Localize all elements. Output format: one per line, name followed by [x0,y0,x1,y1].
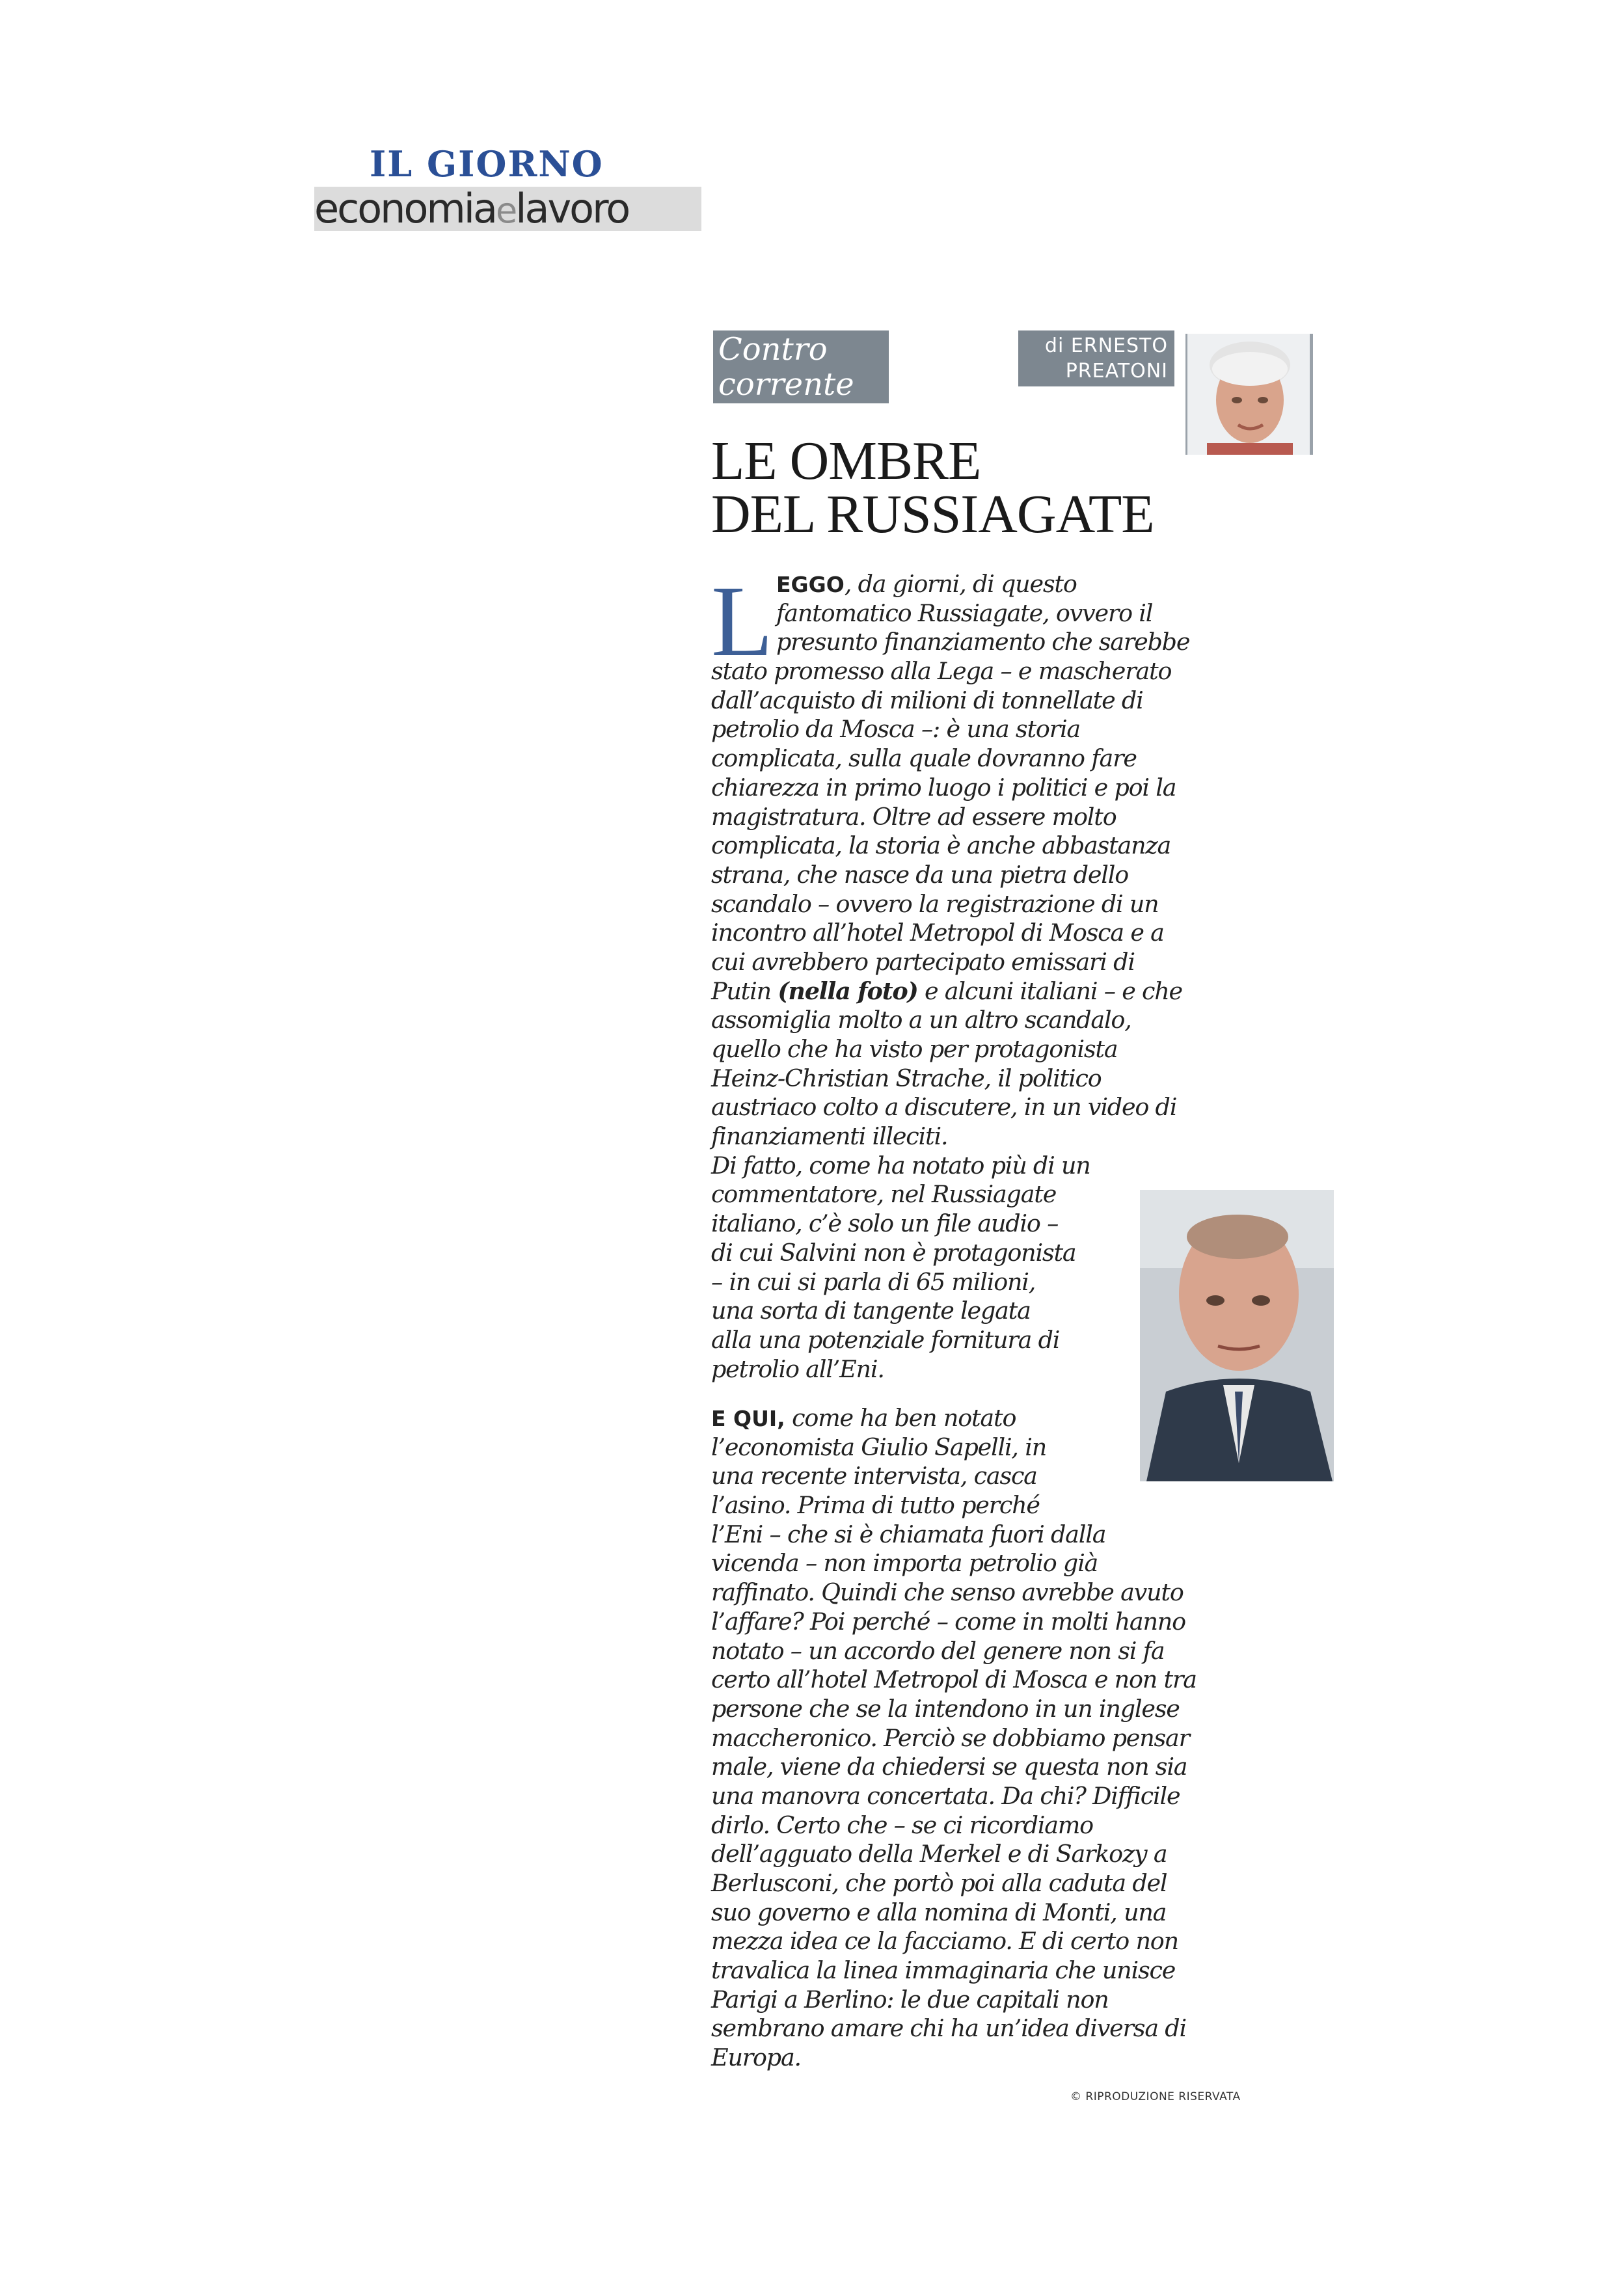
article-line [711,1006,1232,1035]
article-line [711,1064,1232,1094]
line-text: dall’acquisto di milioni di tonnellate di [711,686,1143,714]
line-text: vicenda – non importa petrolio già [711,1549,1098,1578]
newspaper-title: IL GIORNO [370,143,604,185]
line-text: fantomatico Russiagate, ovvero il [776,599,1153,627]
line-text: raffinato. Quindi che senso avrebbe avuto [711,1578,1184,1607]
line-text: male, viene da chiedersi se questa non sia [711,1753,1187,1781]
line-text: notato – un accordo del genere non si fa [711,1636,1165,1665]
line-text: chiarezza in primo luogo i politici e poi la [711,773,1176,802]
column-label-line2: corrente [718,366,854,403]
headline [711,431,1297,545]
line-text: complicata, sulla quale dovranno fare [711,744,1137,773]
author-byline [1018,330,1174,386]
article-line [711,599,1232,628]
line-text: persone che se la intendono in un inglese [711,1694,1180,1723]
copyright-notice: © RIPRODUZIONE RISERVATA [1070,2090,1241,2103]
byline-line1: di ERNESTO [1044,334,1168,357]
article-line [711,1093,1232,1122]
article-line [711,1695,1232,1724]
lead-word: EGGO [776,572,845,597]
line-text: e alcuni italiani – e che [917,977,1182,1005]
line-text: alla una potenziale fornitura di [711,1325,1060,1354]
section-title-part2: e [496,190,516,231]
column-label-line1: Contro [718,331,828,368]
article-line [711,803,1232,832]
article-line [711,657,1232,686]
article-line [711,1927,1232,1956]
section-title-part3: lavoro [515,187,629,231]
line-text: suo governo e alla nomina di Monti, una [711,1898,1167,1926]
paragraph-lead: E QUI, [711,1406,785,1431]
line-text: petrolio all’Eni. [711,1354,884,1383]
article-line [711,628,1232,657]
line-text: sembrano amare chi ha un’idea diversa di [711,2014,1186,2043]
line-text: Europa. [711,2043,801,2072]
article-line [711,715,1232,744]
line-text: stato promesso alla Lega – e mascherato [711,657,1172,686]
article-line [711,1986,1232,2015]
line-text: l’affare? Poi perché – come in molti hanno [711,1607,1185,1636]
article-line [711,1869,1232,1898]
line-text: Heinz-Christian Strache, il politico [711,1064,1102,1092]
line-text: dell’agguato della Merkel e di Sarkozy a [711,1840,1167,1868]
article-line [711,1491,1232,1520]
line-text: maccheronico. Perciò se dobbiamo pensar [711,1723,1189,1752]
section-title [314,187,701,231]
line-text: quello che ha visto per protagonista [711,1035,1118,1063]
putin-portrait-image [1140,1190,1334,1481]
line-text: magistratura. Oltre ad essere molto [711,802,1116,831]
article-line [711,977,1232,1006]
line-text: Putin [711,977,778,1005]
masthead [314,143,705,231]
column-label [713,330,889,403]
putin-photo [1140,1190,1334,1481]
line-text: una manovra concertata. Da chi? Difficile [711,1781,1180,1810]
headline-line1: LE OMBRE [711,431,981,491]
line-text: cui avrebbero partecipato emissari di [711,947,1135,976]
section-title-part1: economia [314,187,496,231]
article-line [711,2043,1232,2073]
line-text: l’Eni – che si è chiamata fuori dalla [711,1520,1106,1548]
line-text: finanziamenti illeciti. [711,1122,948,1151]
line-text: l’asino. Prima di tutto perché [711,1491,1040,1520]
line-text: come ha ben notato [785,1404,1016,1432]
article-line [711,1035,1232,1064]
article-paragraph-2 [711,1404,1232,2073]
article-line [711,774,1232,803]
line-text: una recente intervista, casca [711,1462,1037,1490]
drop-cap: L [711,565,774,677]
article-line [711,1637,1232,1666]
line-text: strana, che nasce da una pietra dello [711,860,1128,889]
article-line [711,1811,1232,1840]
article-line [711,1665,1232,1695]
article-line [711,1753,1232,1782]
line-text: , da giorni, di questo [844,570,1077,598]
line-text: di cui Salvini non è protagonista [711,1238,1076,1267]
line-text: l’economista Giulio Sapelli, in [711,1433,1047,1461]
article-line [711,1122,1232,1152]
line-text: travalica la linea immaginaria che unisce [711,1956,1176,1985]
article-line [711,919,1232,948]
article-line [711,1520,1232,1550]
article-line [711,861,1232,890]
line-text: – in cui si parla di 65 milioni, [711,1267,1036,1296]
article-line [711,1782,1232,1811]
line-text: mezza idea ce la facciamo. E di certo non [711,1927,1178,1956]
article-line [711,948,1232,977]
article-line [711,1840,1232,1869]
article-line [711,570,1232,599]
line-text: assomiglia molto a un altro scandalo, [711,1006,1131,1034]
line-text: una sorta di tangente legata [711,1297,1031,1325]
photo-reference: (nella foto) [778,977,918,1005]
article-line [711,1898,1232,1928]
line-text: commentatore, nel Russiagate [711,1180,1057,1209]
article-line [711,1578,1232,1608]
article-line [711,744,1232,774]
line-text: Berlusconi, che portò poi alla caduta del [711,1869,1167,1897]
article-line [711,1152,1232,1181]
line-text: Di fatto, come ha notato più di un [711,1151,1090,1179]
line-text: dirlo. Certo che – se ci ricordiamo [711,1811,1093,1839]
line-text: presunto finanziamento che sarebbe [776,628,1190,656]
article-line [711,2014,1232,2043]
line-text: certo all’hotel Metropol di Mosca e non tra [711,1665,1197,1694]
headline-line2: DEL RUSSIAGATE [711,484,1154,545]
article-line [711,1549,1232,1578]
article-line [711,1956,1232,1986]
line-text: complicata, la storia è anche abbastanza [711,831,1171,860]
article-line [711,890,1232,919]
article-line [711,1608,1232,1637]
article-line [711,831,1232,861]
line-text: scandalo – ovvero la registrazione di un [711,889,1159,918]
line-text: incontro all’hotel Metropol di Mosca e a [711,919,1164,947]
line-text: italiano, c’è solo un file audio – [711,1209,1059,1238]
line-text: Parigi a Berlino: le due capitali non [711,1985,1109,2014]
line-text: austriaco colto a discutere, in un video di [711,1093,1177,1122]
line-text: petrolio da Mosca –: è una storia [711,715,1080,744]
byline-line2: PREATONI [1065,360,1168,383]
article-line [711,1724,1232,1753]
article-line [711,686,1232,716]
